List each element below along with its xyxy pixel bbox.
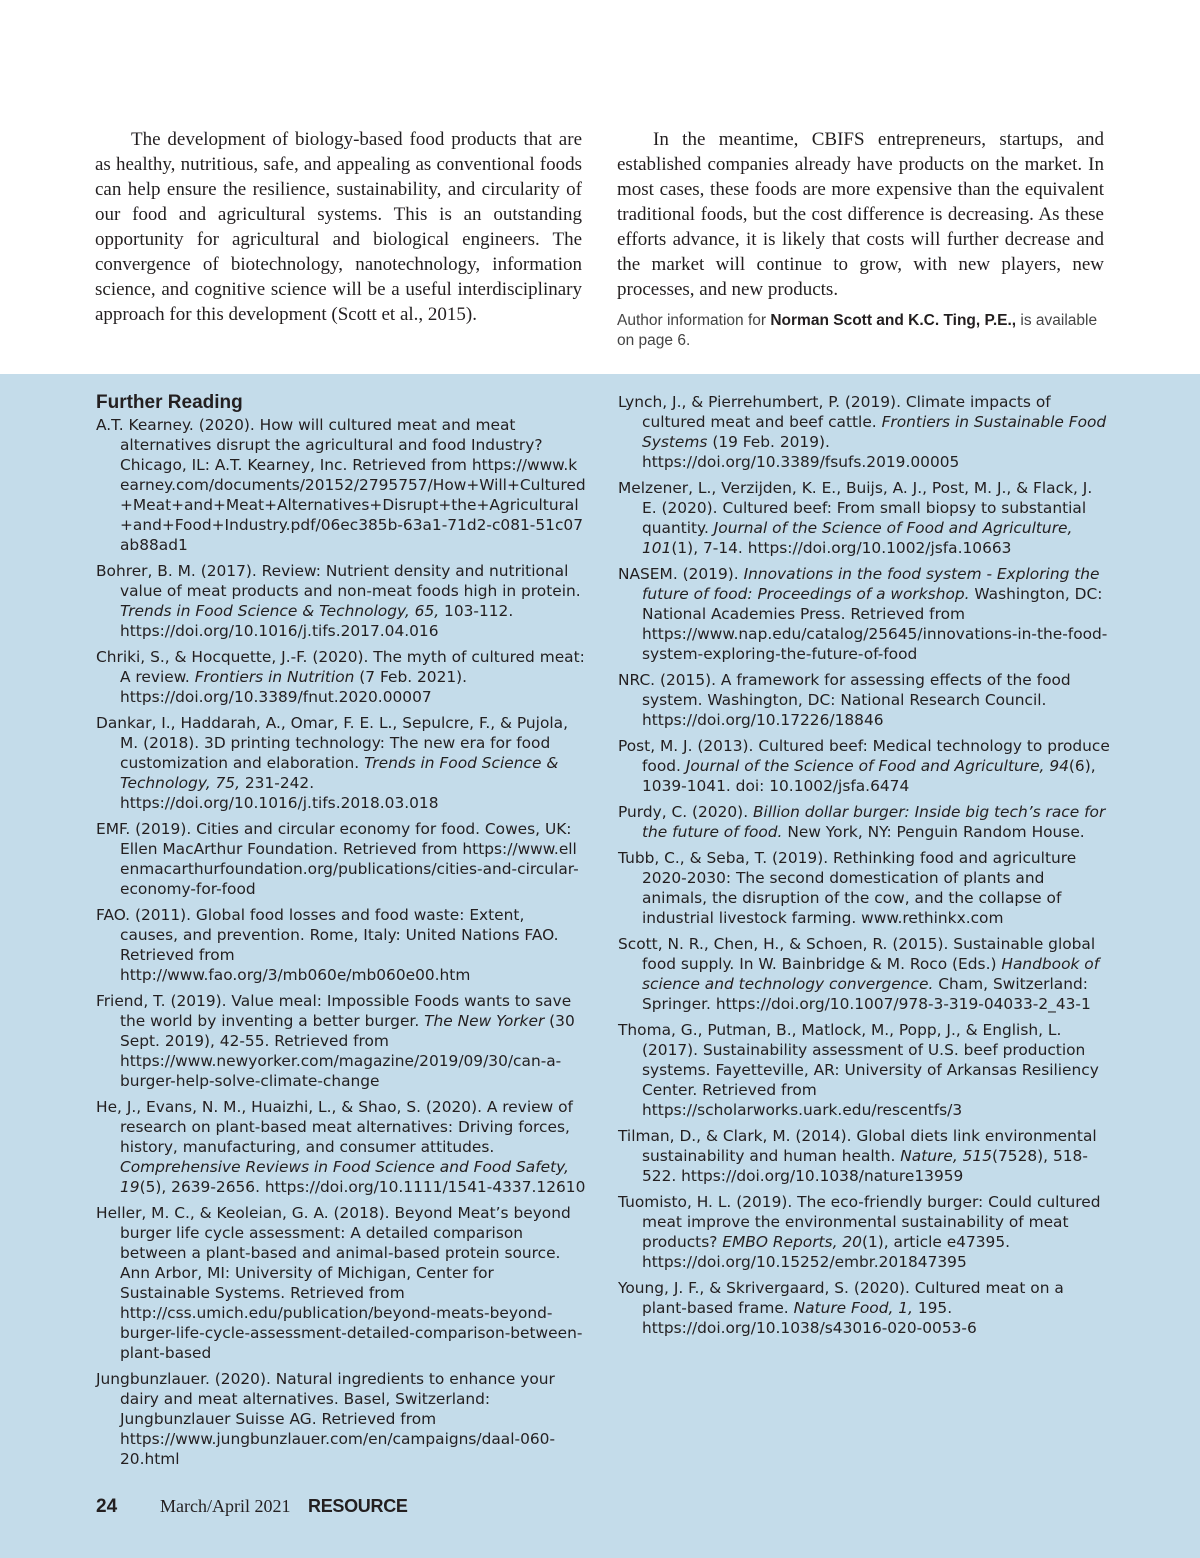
reference-text: New York, NY: Penguin Random House. bbox=[782, 823, 1085, 841]
reference-entry bbox=[96, 415, 586, 555]
reference-text: 103-112. https://doi.org/10.1016/j.tifs.2017.04.016 bbox=[120, 602, 514, 640]
reference-text: Scott, N. R., Chen, H., & Schoen, R. (2015). Sustainable global food supply. In W. Bainbridge & M. Roco (Eds.) bbox=[618, 935, 1096, 973]
reference-entry bbox=[96, 905, 586, 985]
reference-text: (1), 7-14. https://doi.org/10.1002/jsfa.10663 bbox=[671, 539, 1012, 557]
reference-entry bbox=[96, 647, 586, 707]
reference-italic: Frontiers in Sustainable Food Systems bbox=[642, 413, 1107, 451]
reference-text: A.T. Kearney. (2020). How will cultured meat and meat alternatives disrupt the agricultural and food Industry? Chicago, IL: A.T. Kearney, Inc. Retrieved from bbox=[96, 416, 543, 474]
reference-text: Thoma, G., Putman, B., Matlock, M., Popp, J., & English, L. (2017). Sustainability assessment of U.S. beef production systems. Fayetteville, AR: University of Arkansas Resiliency Center. Retrieved from https://scholarworks.uark.edu/rescentfs/3 bbox=[618, 1021, 1099, 1119]
reference-text: Chriki, S., & Hocquette, J.-F. (2020). The myth of cultured meat: A review. bbox=[96, 648, 585, 686]
reference-text: Tilman, D., & Clark, M. (2014). Global diets link environmental sustainability and human health. bbox=[618, 1127, 1097, 1165]
reference-text: 195. https://doi.org/10.1038/s43016-020-0053-6 bbox=[642, 1299, 977, 1337]
reference-entry bbox=[618, 670, 1110, 730]
reference-entry bbox=[618, 934, 1110, 1014]
reference-text: Washington, DC: National Academies Press. Retrieved from https://www.nap.edu/catalog/25645/innovations-in-the-food-system-exploring-the-future-of-food bbox=[642, 585, 1108, 663]
reference-text: (30 Sept. 2019), 42-55. Retrieved from https://www.newyorker.com/magazine/2019/09/30/can-a-burger-help-solve-climate-change bbox=[120, 1012, 575, 1090]
reference-italic: Handbook of science and technology convergence. bbox=[642, 955, 1100, 993]
reference-entry bbox=[618, 392, 1110, 472]
reference-entry bbox=[618, 1278, 1110, 1338]
reference-text: Jungbunzlauer. (2020). Natural ingredients to enhance your dairy and meat alternatives. Basel, Switzerland: Jungbunzlauer Suisse AG. Retrieved from https://www.jungbunzlauer.com/en/campaigns/daal-060-20.html bbox=[96, 1370, 556, 1468]
reference-url: https://www.kearney.com/documents/20152/2795757/How+Will+Cultured+Meat+and+Meat+Alternatives+Disrupt+the+Agricultural+and+Food+Industry.pdf/06ec385b-63a1-71d2-c081-51c07ab88ad1 bbox=[120, 456, 586, 554]
reference-entry bbox=[96, 1097, 586, 1197]
reference-text: (19 Feb. 2019). https://doi.org/10.3389/fsufs.2019.00005 bbox=[642, 433, 960, 471]
reference-text: Tubb, C., & Seba, T. (2019). Rethinking food and agriculture 2020-2030: The second domestication of plants and animals, the disruption of the cow, and the collapse of industrial livestock farming. www.rethinkx.com bbox=[618, 849, 1077, 927]
reference-text: Post, M. J. (2013). Cultured beef: Medical technology to produce food. bbox=[618, 737, 1110, 775]
reference-text: FAO. (2011). Global food losses and food waste: Extent, causes, and prevention. Rome, Italy: United Nations FAO. Retrieved from http://www.fao.org/3/mb060e/mb060e00.htm bbox=[96, 906, 559, 984]
reference-entry bbox=[96, 1203, 586, 1363]
reference-italic: Trends in Food Science & Technology, 65, bbox=[120, 602, 440, 620]
reference-url: https://www.ellenmacarthurfoundation.org/publications/cities-and-circular-economy-for-food bbox=[120, 840, 579, 898]
reference-text: Heller, M. C., & Keoleian, G. A. (2018). Beyond Meat’s beyond burger life cycle assessment: A detailed comparison between a plant-based and animal-based protein source. Ann Arbor, MI: University of Michigan, Center for Sustainable Systems. Retrieved from http://css.umich.edu/publication/beyond-meats-beyond-burger-life-cycle-assessment-detailed-comparison-between-plant-based bbox=[96, 1204, 583, 1362]
reference-text: Tuomisto, H. L. (2019). The eco-friendly burger: Could cultured meat improve the environmental sustainability of meat products? bbox=[618, 1193, 1101, 1251]
reference-italic: Innovations in the food system - Exploring the future of food: Proceedings of a workshop. bbox=[642, 565, 1100, 603]
reference-entry bbox=[618, 1126, 1110, 1186]
reference-italic: The New Yorker bbox=[424, 1012, 545, 1030]
publication-name: RESOURCE bbox=[308, 1496, 408, 1516]
reference-text: EMF. (2019). Cities and circular economy for food. Cowes, UK: Ellen MacArthur Foundation. Retrieved from bbox=[96, 820, 572, 858]
reference-text: Lynch, J., & Pierrehumbert, P. (2019). Climate impacts of cultured meat and beef cattle. bbox=[618, 393, 1051, 431]
reference-italic: Billion dollar burger: Inside big tech’s race for the future of food. bbox=[642, 803, 1106, 841]
reference-entry bbox=[618, 848, 1110, 928]
reference-text: Friend, T. (2019). Value meal: Impossible Foods wants to save the world by inventing a better burger. bbox=[96, 992, 572, 1030]
reference-italic: Nature Food, 1, bbox=[793, 1299, 913, 1317]
intro-right-column bbox=[617, 127, 1104, 350]
further-reading-heading: Further Reading bbox=[96, 392, 243, 413]
reference-entry bbox=[96, 1369, 586, 1469]
reference-text: He, J., Evans, N. M., Huaizhi, L., & Shao, S. (2020). A review of research on plant-based meat alternatives: Driving forces, history, manufacturing, and consumer attitudes. bbox=[96, 1098, 573, 1156]
reference-entry bbox=[618, 564, 1110, 664]
reference-entry bbox=[618, 478, 1110, 558]
reference-entry bbox=[96, 713, 586, 813]
reference-entry bbox=[618, 736, 1110, 796]
intro-left-paragraph: The development of biology-based food products that are as healthy, nutritious, safe, and appealing as conventional foods can help ensure the resilience, sustainability, and circularity of our food and agricultural systems. This is an outstanding opportunity for agricultural and biological engineers. The convergence of biotechnology, nanotechnology, information science, and cognitive science will be a useful interdisciplinary approach for this development (Scott et al., 2015). bbox=[95, 129, 582, 325]
issue-date: March/April 2021 bbox=[160, 1496, 291, 1516]
reference-text: (7528), 518-522. https://doi.org/10.1038/nature13959 bbox=[642, 1147, 1088, 1185]
author-info bbox=[617, 311, 1104, 350]
references-left-column bbox=[96, 392, 586, 1475]
reference-entry bbox=[618, 1192, 1110, 1272]
references-right-column bbox=[618, 392, 1110, 1344]
page-number: 24 bbox=[96, 1496, 118, 1517]
intro-left-column bbox=[95, 127, 582, 327]
reference-italic: Nature, 515 bbox=[900, 1147, 992, 1165]
reference-entry bbox=[96, 561, 586, 641]
author-suffix: is available on page 6. bbox=[617, 312, 1098, 349]
reference-italic: EMBO Reports, 20 bbox=[722, 1233, 862, 1251]
reference-entry bbox=[618, 802, 1110, 842]
reference-italic: Frontiers in Nutrition bbox=[194, 668, 355, 686]
reference-text: NRC. (2015). A framework for assessing effects of the food system. Washington, DC: National Research Council. https://doi.org/10.17226/18846 bbox=[618, 671, 1071, 729]
reference-text: Cham, Switzerland: Springer. https://doi.org/10.1007/978-3-319-04033-2_43-1 bbox=[642, 975, 1091, 1013]
author-prefix: Author information for bbox=[617, 312, 771, 329]
reference-text: (1), article e47395. https://doi.org/10.15252/embr.201847395 bbox=[642, 1233, 1011, 1271]
reference-text: (7 Feb. 2021). https://doi.org/10.3389/fnut.2020.00007 bbox=[120, 668, 468, 706]
reference-text: (5), 2639-2656. https://doi.org/10.1111/1541-4337.12610 bbox=[139, 1178, 586, 1196]
reference-text: Dankar, I., Haddarah, A., Omar, F. E. L., Sepulcre, F., & Pujola, M. (2018). 3D printing technology: The new era for food customization and elaboration. bbox=[96, 714, 568, 772]
author-names: Norman Scott and K.C. Ting, P.E., bbox=[770, 312, 1017, 329]
reference-italic: Comprehensive Reviews in Food Science and Food Safety, 19 bbox=[120, 1158, 569, 1196]
reference-text: Young, J. F., & Skrivergaard, S. (2020). Cultured meat on a plant-based frame. bbox=[618, 1279, 1064, 1317]
reference-text: (6), 1039-1041. doi: 10.1002/jsfa.6474 bbox=[642, 757, 1096, 795]
reference-entry bbox=[96, 991, 586, 1091]
intro-right-paragraph: In the meantime, CBIFS entrepreneurs, startups, and established companies already have products on the market. In most cases, these foods are more expensive than the equivalent traditional foods, but the cost difference is decreasing. As these efforts advance, it is likely that costs will further decrease and the market will continue to grow, with new players, new processes, and new products. bbox=[617, 129, 1104, 300]
reference-text: Purdy, C. (2020). bbox=[618, 803, 753, 821]
reference-text: NASEM. (2019). bbox=[618, 565, 744, 583]
reference-entry bbox=[618, 1020, 1110, 1120]
reference-italic: Journal of the Science of Food and Agriculture, 94 bbox=[685, 757, 1069, 775]
reference-italic: Trends in Food Science & Technology, 75, bbox=[120, 754, 559, 792]
reference-text: 231-242. https://doi.org/10.1016/j.tifs.2018.03.018 bbox=[120, 774, 439, 812]
reference-italic: Journal of the Science of Food and Agriculture, 101 bbox=[642, 519, 1073, 557]
reference-text: Bohrer, B. M. (2017). Review: Nutrient density and nutritional value of meat products and non-meat foods high in protein. bbox=[96, 562, 581, 600]
reference-text: Melzener, L., Verzijden, K. E., Buijs, A. J., Post, M. J., & Flack, J. E. (2020). Cultured beef: From small biopsy to substantial quantity. bbox=[618, 479, 1093, 537]
reference-entry bbox=[96, 819, 586, 899]
